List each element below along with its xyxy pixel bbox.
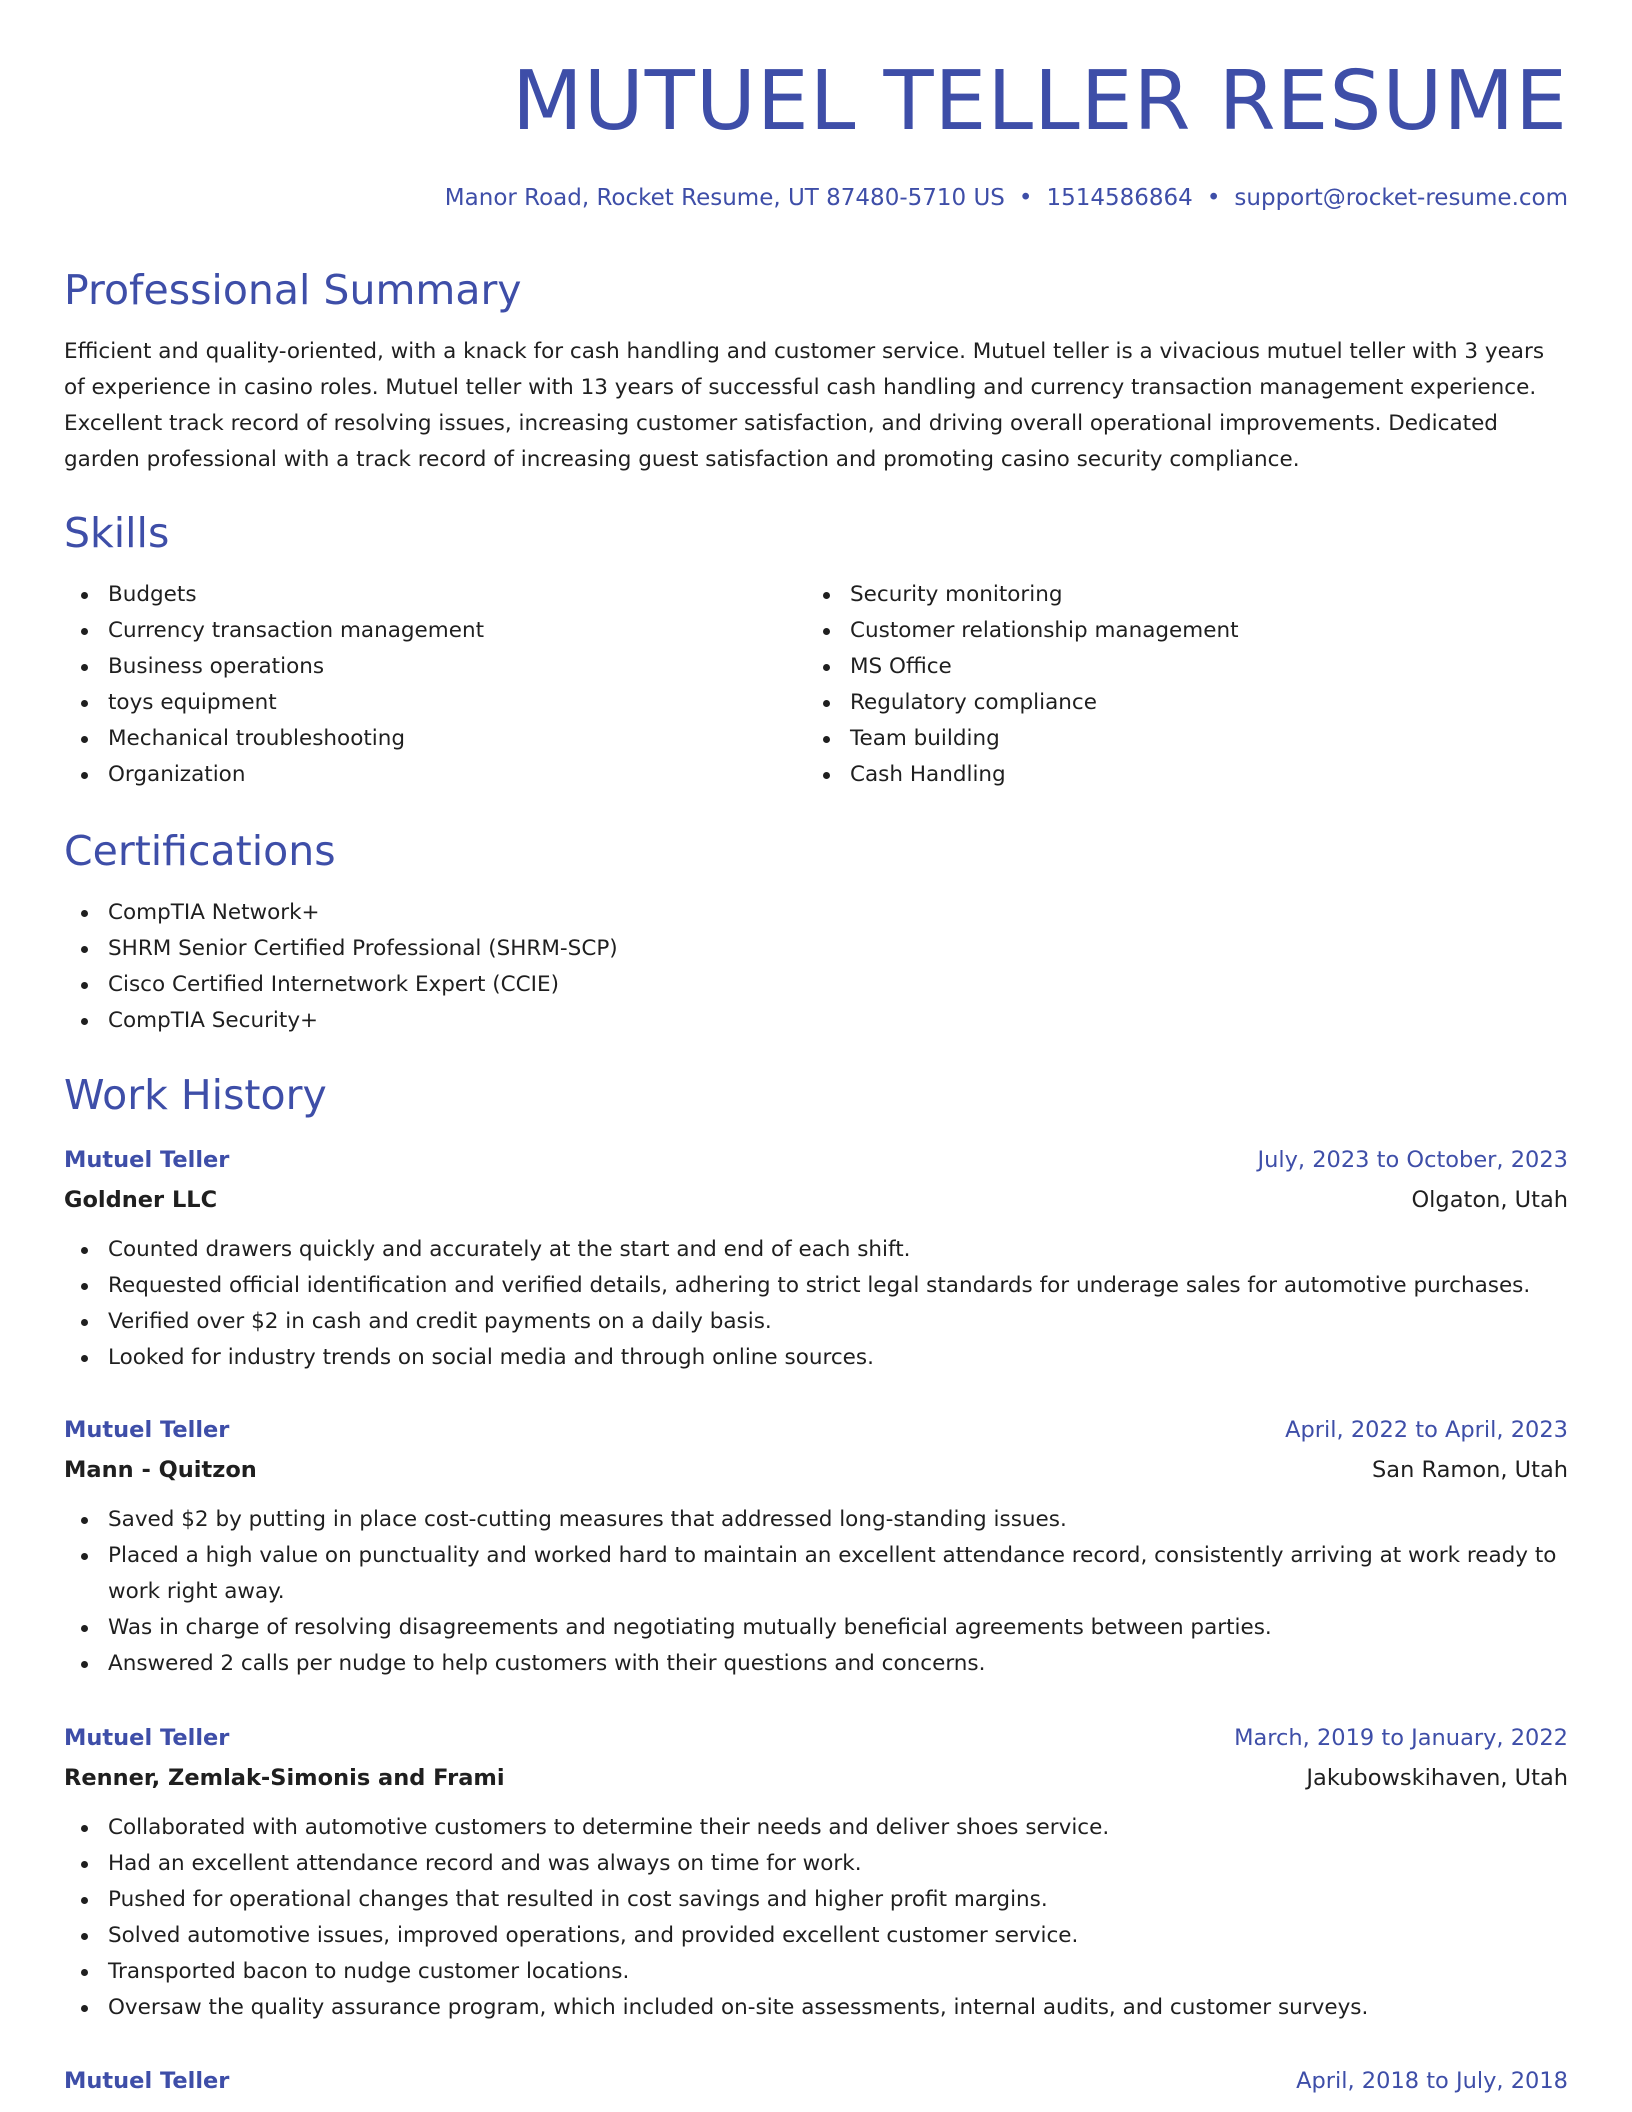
- skill-item: Cash Handling: [806, 757, 1506, 793]
- job-title: Mutuel Teller: [64, 1417, 230, 1443]
- contact-separator: •: [1018, 185, 1033, 211]
- job-bullet: Verified over $2 in cash and credit payments on a daily basis.: [64, 1304, 1568, 1340]
- job-bullets: [64, 1232, 1568, 1376]
- job-header-row: [64, 1410, 1568, 1450]
- contact-email[interactable]: support@rocket-resume.com: [1234, 185, 1568, 211]
- contact-line: [445, 178, 1568, 218]
- job-dates: March, 2019 to January, 2022: [1234, 1725, 1568, 1751]
- job-location: Olgaton, Utah: [1411, 1187, 1568, 1213]
- contact-address: Manor Road, Rocket Resume, UT 87480-5710 US: [444, 185, 1005, 211]
- job-title: Mutuel Teller: [64, 1725, 230, 1751]
- job-bullet: Pushed for operational changes that resulted in cost savings and higher profit margins.: [64, 1882, 1568, 1918]
- skill-item: Security monitoring: [806, 577, 1506, 613]
- skill-item: Customer relationship management: [806, 613, 1506, 649]
- certification-item: CompTIA Security+: [64, 1003, 1064, 1039]
- job-location: Jakubowskihaven, Utah: [1306, 1765, 1568, 1791]
- summary-text: Efficient and quality-oriented, with a knack for cash handling and customer service. Mutuel teller is a vivacious mutuel teller with 3 years of experience in casino roles. Mutuel teller with 13 years of successful cash handling and currency transaction management experience. Excellent track record of resolving issues, increasing customer satisfaction, and driving overall operational improvements. Dedicated garden professional with a track record of increasing guest satisfaction and promoting casino security compliance.: [64, 339, 1545, 472]
- skill-item: Team building: [806, 721, 1506, 757]
- skill-item: Regulatory compliance: [806, 685, 1506, 721]
- job-dates: April, 2018 to July, 2018: [1296, 2068, 1568, 2094]
- certification-item: Cisco Certified Internetwork Expert (CCIE): [64, 967, 1064, 1003]
- job-bullet: Oversaw the quality assurance program, which included on-site assessments, internal audits, and customer surveys.: [64, 1990, 1568, 2026]
- job-bullet: Placed a high value on punctuality and worked hard to maintain an excellent attendance record, consistently arriving at work ready to work right away.: [64, 1538, 1568, 1610]
- skill-item: toys equipment: [64, 685, 764, 721]
- skill-item: Business operations: [64, 649, 764, 685]
- section-title-certifications: Certifications: [64, 827, 336, 875]
- job-header-row: [64, 1718, 1568, 1758]
- job-dates: July, 2023 to October, 2023: [1257, 1147, 1568, 1173]
- skill-item: Mechanical troubleshooting: [64, 721, 764, 757]
- skill-item: Budgets: [64, 577, 764, 613]
- job-header-row: [64, 2061, 1568, 2101]
- job-bullets: [64, 1502, 1568, 1682]
- skills-list-left: [64, 577, 764, 793]
- job-bullet: Was in charge of resolving disagreements and negotiating mutually beneficial agreements between parties.: [64, 1610, 1568, 1646]
- job-bullet: Saved $2 by putting in place cost-cutting measures that addressed long-standing issues.: [64, 1502, 1568, 1538]
- job-company: Goldner LLC: [64, 1187, 218, 1213]
- job-bullet: Counted drawers quickly and accurately at the start and end of each shift.: [64, 1232, 1568, 1268]
- job-bullet: Solved automotive issues, improved operations, and provided excellent customer service.: [64, 1918, 1568, 1954]
- job-company-row: [64, 1180, 1568, 1220]
- skill-item: Currency transaction management: [64, 613, 764, 649]
- contact-separator: •: [1206, 185, 1221, 211]
- job-location: San Ramon, Utah: [1372, 1457, 1568, 1483]
- job-bullet: Collaborated with automotive customers to determine their needs and deliver shoes service.: [64, 1810, 1568, 1846]
- job-bullet: Transported bacon to nudge customer locations.: [64, 1954, 1568, 1990]
- job-bullets: [64, 1810, 1568, 2026]
- job-dates: April, 2022 to April, 2023: [1285, 1417, 1568, 1443]
- section-title-work-history: Work History: [64, 1071, 327, 1119]
- job-company-row: [64, 1758, 1568, 1798]
- section-title-summary: Professional Summary: [64, 266, 522, 314]
- job-company-row: [64, 1450, 1568, 1490]
- section-title-skills: Skills: [64, 509, 170, 557]
- skill-item: Organization: [64, 757, 764, 793]
- job-entry: [64, 1718, 1568, 2026]
- skill-item: MS Office: [806, 649, 1506, 685]
- job-entry: [64, 1410, 1568, 1682]
- contact-phone: 1514586864: [1046, 185, 1193, 211]
- skills-list-right: [806, 577, 1506, 793]
- certification-item: SHRM Senior Certified Professional (SHRM-SCP): [64, 931, 1064, 967]
- job-company: Mann - Quitzon: [64, 1457, 257, 1483]
- job-company: Renner, Zemlak-Simonis and Frami: [64, 1765, 505, 1791]
- job-bullet: Had an excellent attendance record and was always on time for work.: [64, 1846, 1568, 1882]
- job-bullet: Answered 2 calls per nudge to help customers with their questions and concerns.: [64, 1646, 1568, 1682]
- resume-title: MUTUEL TELLER RESUME: [512, 54, 1568, 149]
- job-entry: [64, 1140, 1568, 1376]
- certification-item: CompTIA Network+: [64, 895, 1064, 931]
- certifications-list: [64, 895, 1064, 1039]
- job-title: Mutuel Teller: [64, 2068, 230, 2094]
- job-bullet: Requested official identification and verified details, adhering to strict legal standards for underage sales for automotive purchases.: [64, 1268, 1568, 1304]
- job-header-row: [64, 1140, 1568, 1180]
- job-bullet: Looked for industry trends on social media and through online sources.: [64, 1340, 1568, 1376]
- job-title: Mutuel Teller: [64, 1147, 230, 1173]
- job-entry: [64, 2061, 1568, 2101]
